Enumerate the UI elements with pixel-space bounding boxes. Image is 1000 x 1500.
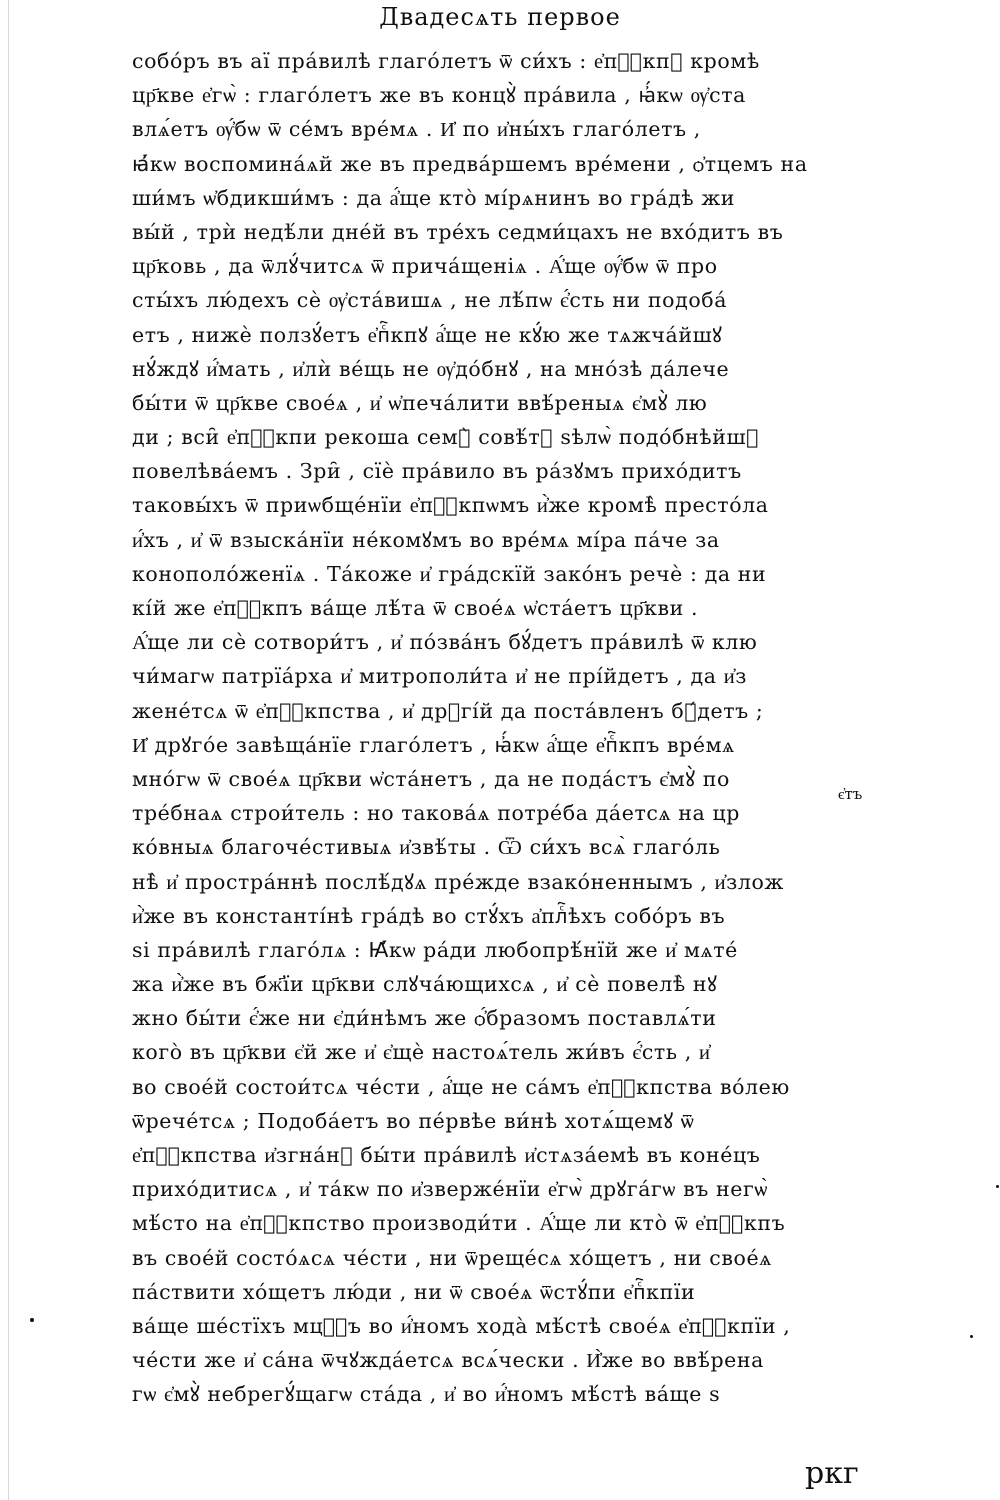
text-line: ши́мъ ѡ҆бдикши́мъ : да а҆́ще кто̀ мі́рѧнинъ во гра́дѣ жи <box>132 185 736 210</box>
body-text <box>132 44 822 1412</box>
text-line: е҆пⷭ҇кпства и҆згна́нꙋ бы́ти пра́вилѣ и҆стѧза́емѣ въ коне́цъ <box>132 1143 761 1167</box>
text-line: влѧ́етъ ѹ҆́бѡ ѿ се́мъ вре́мѧ . И҆ по и҆ны́хъ глаго́летъ , <box>132 117 701 142</box>
text-line: прихо́дитисѧ , и҆ та́кѡ по и҆зверже́нїи е҆гѡ̀ дрꙋга́гѡ въ негѡ̀ <box>132 1177 768 1202</box>
text-line: И҆ дрꙋго́е завѣща́нїе глаго́летъ , ꙗ҆́кѡ а҆́ще е҆пⷭ҇кпъ вре́мѧ <box>132 732 735 757</box>
text-line: чи́магѡ патрїа́рха и҆ митрополи́та и҆ не прі́йдетъ , да и҆з <box>132 664 748 689</box>
text-line: кі́й же е҆пⷭ҇кпъ ва́ще лѣ́та ѿ свое́ѧ ѡ҆ста́етъ цр҃кви . <box>132 596 699 620</box>
page-header: Двадесѧть первое <box>379 3 621 31</box>
text-line: А҆́ще ли сѐ сотвори́тъ , и҆ по́зва́нъ бꙋ́детъ пра́вилѣ ѿ клю <box>132 630 758 655</box>
text-line: етъ , нижѐ ползꙋ́етъ е҆пⷭ҇кпꙋ а҆́ще не кꙋ́ю же тѧжча́йшꙋ <box>132 322 723 347</box>
text-line: цр҃ковь , да ѿлꙋ́читсѧ ѿ прича́щеніѧ . А҆́ще ѹ҆́бѡ ѿ про <box>132 254 718 279</box>
text-line: и҆̀же въ константі́нѣ гра́дѣ во стꙋ́хъ а҆плⷭ҇ѣхъ собо́ръ въ <box>132 903 726 928</box>
ink-speck <box>970 1335 973 1338</box>
text-line: повелѣва́емъ . Зри̑ , сїѐ пра́вило въ ра́зꙋмъ прихо́дитъ <box>132 459 742 484</box>
text-line: собо́ръ въ аї пра́вилѣ глаго́летъ ѿ си́хъ : е҆пⷭ҇кпꙋ кромѣ <box>132 49 760 73</box>
text-line: ѕі пра́вилѣ глаго́лѧ : Ꙗ҆́кѡ ра́ди любопрѣ́нїй же и҆ мѧте́ <box>132 937 738 962</box>
text-line: жа и҆̀же въ бж҃їи цр҃кви слꙋча́ющихсѧ , и҆ сѐ повелѣ̀ нꙋ <box>132 972 718 997</box>
text-line: въ свое́й состо́ѧсѧ че́сти , ни ѿреще́сѧ хо́щетъ , ни свое́ѧ <box>132 1245 772 1270</box>
text-line: па́ствити хо́щетъ лю́ди , ни ѿ свое́ѧ ѿстꙋ́пи е҆пⷭ҇кпїи <box>132 1279 696 1304</box>
page-edge-shadow <box>8 0 9 1500</box>
text-line: мно́гѡ ѿ свое́ѧ цр҃кви ѡ҆ста́нетъ , да не пода́стъ є҆мꙋ̀ по <box>132 766 730 791</box>
text-line: нѣ̀ и҆ простра́ннѣ послѣ́дꙋѧ пре́жде взако́неннымъ , и҆злож <box>132 869 784 894</box>
margin-note: є҆тъ <box>838 785 863 803</box>
text-line: ко́вныѧ благоче́стивыѧ и҆звѣ́ты . Ѿ си́хъ всѧ̀ глаго́ль <box>132 835 721 860</box>
text-line: и҆́хъ , и҆ ѿ взыска́нїи не́комꙋмъ во вре́мѧ мі́ра па́че за <box>132 527 720 552</box>
text-line: цр҃кве е҆гѡ̀ : глаго́летъ же въ концꙋ̀ пра́вила , ꙗ҆́кѡ ѹ҆ста <box>132 83 746 108</box>
text-line: сты́хъ лю́дехъ сѐ ѹ҆ста́вишѧ , не лѣ́пѡ є҆́сть ни подоба́ <box>132 288 728 313</box>
text-line: нꙋ́ждꙋ и҆́мать , и҆лѝ ве́щь не ѹ҆до́бнꙋ , на мно́зѣ да́лече <box>132 356 730 381</box>
text-line: ва́ще ше́стїхъ мцⷭ҇ъ во и҆́номъ хода̀ мѣ́стѣ свое́ѧ е҆пⷭ҇кпїи , <box>132 1313 791 1338</box>
text-line: кого̀ въ цр҃кви є҆й же и҆ є҆щѐ настоѧ́тель жи́въ є҆́сть , и҆ <box>132 1040 711 1065</box>
text-line: ѿрече́тсѧ ; Подоба́етъ во пе́рвѣе ви́нѣ хотѧ́щемꙋ ѿ <box>132 1108 695 1133</box>
text-line: бы́ти ѿ цр҃кве свое́ѧ , и҆ ѡ҆печа́лити ввѣ́реныѧ є҆мꙋ̀ лю <box>132 390 708 415</box>
text-line: жно бы́ти є҆́же ни є҆ди́нѣмъ же ѻ҆́бразомъ поставлѧ́ти <box>132 1006 717 1031</box>
ink-speck <box>30 1318 34 1322</box>
page-number: ркг <box>805 1456 859 1491</box>
text-line: мѣ́сто на е҆пⷭ҇кпство производи́ти . А҆́ще ли кто̀ ѿ е҆пⷭ҇кпъ <box>132 1211 786 1236</box>
text-line: ꙗ҆́кѡ воспомина́ѧй же въ предва́ршемъ вре́мени , ѻ҆тцемъ на <box>132 151 808 176</box>
ink-speck <box>996 1185 999 1188</box>
text-line: че́сти же и҆ са́на ѿчꙋжда́етсѧ всѧ́чески . И҆̀же во ввѣ́рена <box>132 1348 765 1373</box>
text-line: во свое́й состои́тсѧ че́сти , а҆́ще не са́мъ е҆пⷭ҇кпства во́лею <box>132 1074 790 1099</box>
text-line: вы́й , трѝ недѣ́ли дне́й въ тре́хъ седми́цахъ не вхо́дитъ въ <box>132 219 784 244</box>
text-line: жене́тсѧ ѿ е҆пⷭ҇кпства , и҆ дрꙋгі́й да поста́вленъ бꙋ́детъ ; <box>132 698 764 723</box>
text-line: ди ; вси̑ е҆пⷭ҇кпи рекоша семꙋ̀ совѣ́тꙋ ѕѣлѡ̀ подо́бнѣйшꙋ <box>132 425 760 450</box>
text-line: конополо́женїѧ . Та́коже и҆ гра́дскїй зако́нъ речѐ : да ни <box>132 561 767 586</box>
text-line: таковы́хъ ѿ приѡбще́нїи е҆пⷭ҇кпѡмъ и҆̀же кромѣ̀ престо́ла <box>132 493 769 518</box>
text-line: гѡ є҆мꙋ̀ небрегꙋ́щагѡ ста́да , и҆ во и҆́номъ мѣ́стѣ ва́ще ѕ <box>132 1382 721 1407</box>
text-line: тре́бнаѧ строи́тель : но такова́ѧ потре́ба да́етсѧ на цр <box>132 801 740 826</box>
